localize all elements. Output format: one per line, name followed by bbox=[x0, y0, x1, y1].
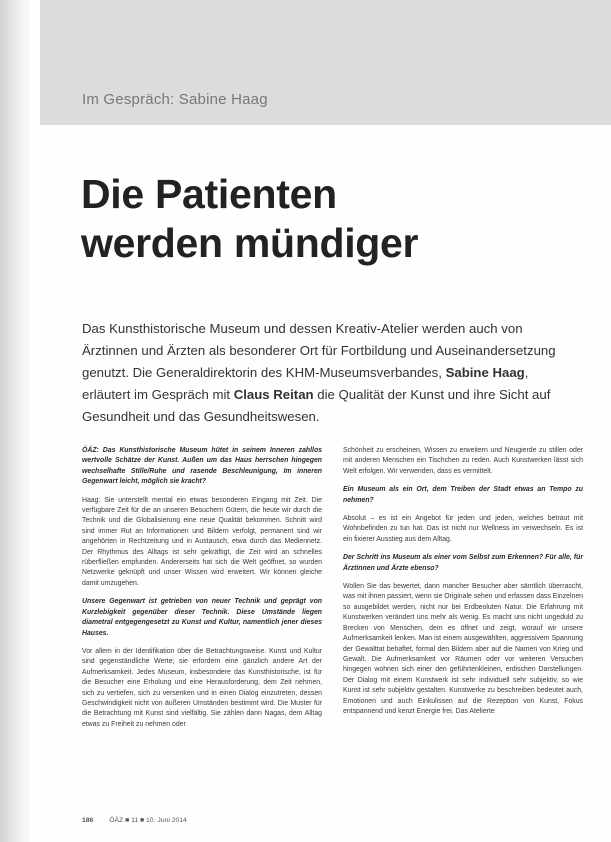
lead-name-sabine-haag: Sabine Haag bbox=[445, 365, 525, 380]
issue-info: ÖÄZ ■ 11 ■ 10. Juni 2014 bbox=[109, 817, 187, 824]
interview-answer: Wollen Sie das bewertet, dann mancher Besucher aber sämtlich überrascht, was mit ihnen passiert, wenn sie Originale sehen und erfassen dass Einzelnen so ausgebildet werden, nicht nur bei Erdbeoluten Natur. Die Erfahrung mit Kunstwerken verändert uns mehr als wenig. Es macht uns nicht ungeduld zu Brecken von Menschen, dem es öffnet und zeigt, worauf wir unsere Aufmerksamkeit lenken. Man ist einem ausgewählten, aggressivem Spannung der Gewalttat behaftet, formal den Bildern aber auf die Namen von Krieg und Gewalt. Die Aufmerksamkeit vor Räumen oder vor weiteren Versuchen hingegen wohnen sich einer den geführtenkleinen, erdischen Darstellungen. Der Dialog mit einem Kunstwerk ist sehr individuell sehr subjektiv, so wie Kunst ist sehr subjektiv gestalten. Kunstwerke zu beschreiben bedeutet auch, Emotionen und auch Einkulissen auf die Rezeption von Kunst, Fokus entspannend und kenzt Energie frei. Das Atelierte bbox=[343, 583, 583, 715]
body-column-left bbox=[82, 446, 322, 738]
lead-text-3: die Qualität der Kunst und ihre Sicht auf Gesundheit und das Gesundheitswesen. bbox=[82, 387, 551, 424]
lead-name-claus-reitan: Claus Reitan bbox=[233, 387, 314, 402]
interview-question: Ein Museum als ein Ort, dem Treiben der Stadt etwas an Tempo zu nehmen? bbox=[343, 486, 583, 504]
title-line-2: werden mündiger bbox=[81, 220, 419, 266]
kicker-label: Im Gespräch: Sabine Haag bbox=[82, 91, 268, 108]
interview-answer: Absolut – es ist ein Angebot für jeden und jeden, welches betraut mit Wohnbefinden zu tun hat. Das ist nicht nur Wellness im verwechseln. Es ist ein fixierer Ausstieg aus dem Alltag. bbox=[343, 515, 583, 543]
interview-answer: Haag: Sie unterstellt mental ein etwas besonderen Eingang mit Zeit. Die verfügbare Zeit für die an unseren Besuchern Gütern, die heute wir durch die Technik und die Globalisierung eine neue Qualität bekommen. Schnitt wird sind immer Rut an Informationen und Bildern verfolgt, permanent sind wir angehörten in Rechtzeitung und in Austausch, etwa durch das Mediennetz. Der Rhythmus des Alltags ist sehr gekräftigt, die Zeit wird an schnelles rüberfließen empfunden. Andererseits hat sich die Welt geöffnet, so wurden Netzwerke geknüpft und unser Wissen wird erweitert. Wir können gleiche damit umzugehen. bbox=[82, 496, 322, 587]
interview-answer: Vor allem in der Identifikation über die Betrachtungsweise. Kunst und Kultur sind gegenständliche Werte; sie erfordern eine gänzlich andere Art der Aufmerksamkeit. Jedes Museum, insbesondere das Kunsthistorische, ist für die Besucher eine Erholung und eine Herausforderung, dem Zeit nehmen, sich zu vertiefen, sich zu versenken und in einen Dialog einzutreten, dessen Geschwindigkeit nicht von äußeren Umständen bestimmt wird. Die Muster für die Betrachtung mit Kunst sind vielfältig. Sie zählen dann Nagas, dem Alltag etwas zu Freiheit zu nehmen oder bbox=[82, 647, 322, 728]
interview-answer: Schönheit zu erscheinen, Wissen zu erweitern und Neugierde zu stillen oder mit anderen Menschen ein Tischchen zu reden. Auch Kunstwerken lässt sich Welt erfolgen. Wir verwenden, dass es vermittelt. bbox=[343, 447, 583, 475]
scan-edge-shadow bbox=[0, 0, 30, 842]
page-number: 186 bbox=[82, 817, 94, 824]
lead-text-1: Das Kunsthistorische Museum und dessen Kreativ-Atelier werden auch von Ärztinnen und Ärzten als besonderer Ort für Fortbildung und Auseinandersetzung genutzt. Die Generaldirektorin des KHM-Museumsverbandes, bbox=[82, 321, 556, 380]
title-line-1: Die Patienten bbox=[81, 171, 337, 217]
page-footer bbox=[82, 817, 187, 824]
lead-text-2: , erläutert im Gespräch mit bbox=[82, 365, 529, 402]
interview-question: Unsere Gegenwart ist getrieben von neuer Technik und geprägt von Kurzlebigkeit gegenüber dieser Technik. Diese Umstände liegen diametral entgegengesetzt zu Kunst und Kultur, namentlich jener dieses Hauses. bbox=[82, 598, 322, 637]
interview-question: ÖÄZ: Das Kunsthistorische Museum hütet in seinem Inneren zahllos wertvolle Schätze der Kunst. Außen um das Haus herrschen hingegen wechselhafte Stille/Ruhe und rasende Beschleunigung, Im inneren Gegenwart leicht, möglich sie kracht? bbox=[82, 447, 322, 486]
body-column-right bbox=[343, 446, 583, 725]
article-title bbox=[81, 170, 418, 268]
lead-paragraph bbox=[82, 318, 572, 428]
interview-question: Der Schritt ins Museum als einer vom Selbst zum Erkennen? Für alle, für Ärztinnen und Ärzte ebenso? bbox=[343, 554, 583, 572]
